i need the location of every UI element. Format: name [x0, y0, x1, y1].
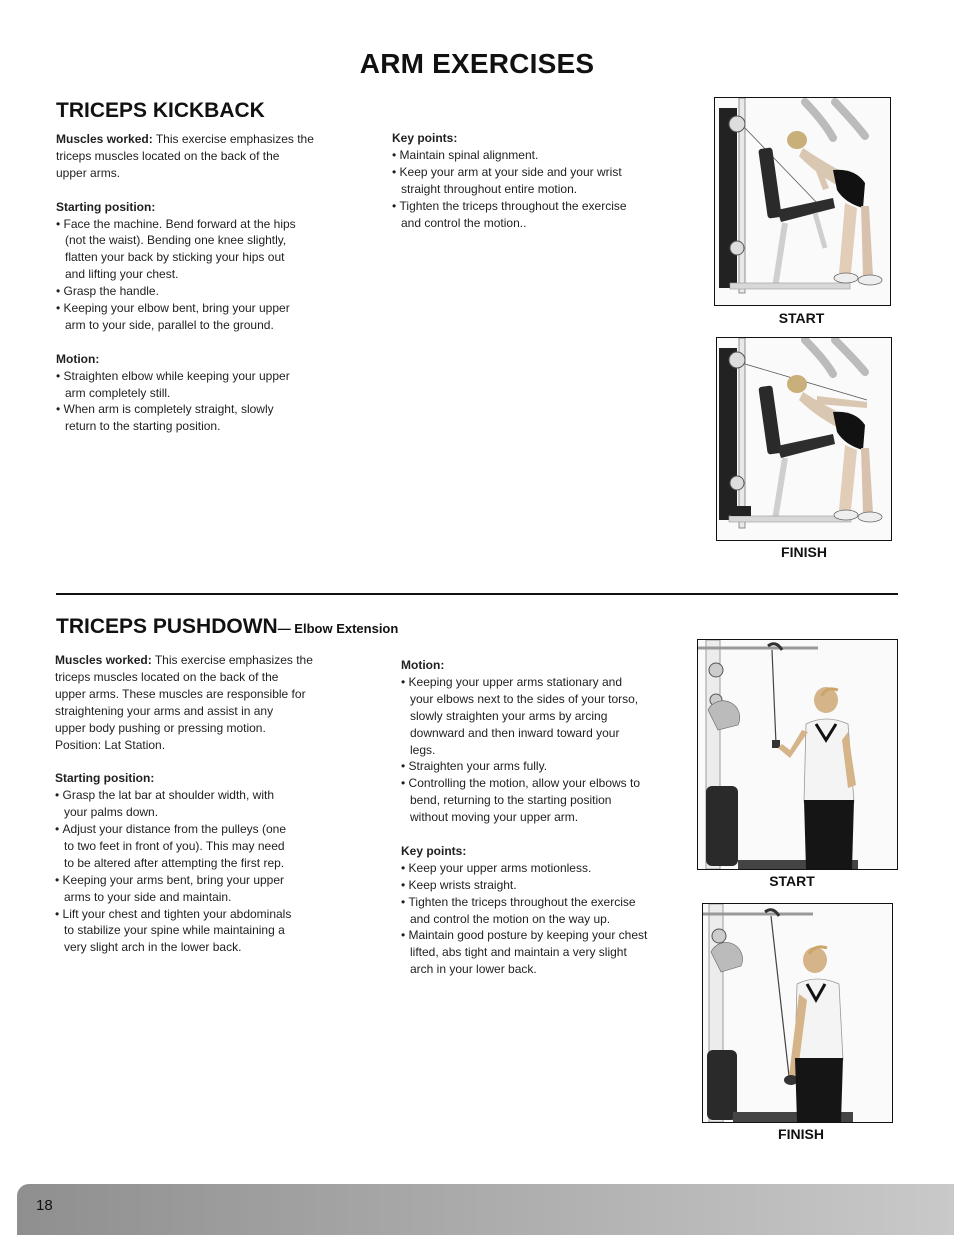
list-item-line: to two feet in front of you). This may need	[64, 838, 285, 853]
list-item-line: Controlling the motion, allow your elbows to	[408, 776, 640, 791]
list-item	[401, 775, 676, 826]
list-item	[55, 872, 355, 906]
list-item	[401, 927, 676, 978]
list-item	[55, 787, 355, 821]
pushdown-starting-list	[55, 787, 355, 956]
list-item-line: bend, returning to the starting position	[410, 793, 612, 808]
pushdown-muscles-text: straightening your arms and assist in any	[55, 703, 274, 718]
list-item-line: Grasp the handle.	[63, 284, 159, 299]
list-item	[392, 198, 662, 232]
list-item	[401, 860, 676, 877]
pushdown-starting-label: Starting position:	[55, 771, 155, 786]
pushdown-motion-list	[401, 674, 676, 826]
pushdown-finish-photo	[702, 903, 893, 1123]
pushdown-muscles-text: This exercise emphasizes the	[151, 653, 313, 667]
list-item-line: (not the waist). Bending one knee slightly,	[65, 233, 287, 248]
list-item	[401, 758, 676, 775]
list-item-line: downward and then inward toward your	[410, 725, 620, 740]
list-item-line: Lift your chest and tighten your abdominals	[62, 906, 292, 921]
list-item	[392, 147, 662, 164]
list-item-line: Straighten your arms fully.	[408, 759, 548, 774]
kickback-muscles-text: This exercise emphasizes the	[152, 132, 314, 146]
pushdown-right-column	[401, 657, 676, 978]
pushdown-muscles-text: triceps muscles located on the back of the	[55, 669, 279, 684]
list-item-line: and control the motion..	[401, 215, 527, 230]
list-item-line: legs.	[410, 742, 436, 757]
list-item-line: arch in your lower back.	[410, 962, 537, 977]
list-item-line: your elbows next to the sides of your torso,	[410, 691, 639, 706]
pushdown-finish-caption: FINISH	[778, 1126, 824, 1142]
list-item-line: to be altered after attempting the first rep.	[64, 855, 285, 870]
kickback-motion-label: Motion:	[56, 351, 100, 366]
pushdown-muscles-text: Position: Lat Station.	[55, 737, 166, 752]
list-item-line: Tighten the triceps throughout the exercise	[408, 894, 636, 909]
list-item-line: Keeping your elbow bent, bring your upper	[63, 301, 290, 316]
list-item-line: When arm is completely straight, slowly	[63, 402, 274, 417]
list-item-line: lifted, abs tight and maintain a very slight	[410, 945, 627, 960]
list-item-line: to stabilize your spine while maintaining a	[64, 923, 285, 938]
pushdown-muscles-paragraph	[55, 652, 355, 753]
list-item	[401, 674, 676, 759]
list-item	[392, 164, 662, 198]
kickback-muscles-label: Muscles worked:	[56, 132, 153, 146]
list-item-line: your palms down.	[64, 805, 159, 820]
list-item	[56, 216, 356, 284]
list-item	[56, 368, 356, 402]
footer-band	[17, 1184, 954, 1235]
kickback-finish-caption: FINISH	[781, 544, 827, 560]
section-divider	[56, 593, 898, 595]
kickback-key-label: Key points:	[392, 131, 458, 145]
list-item-line: slowly straighten your arms by arcing	[410, 708, 608, 723]
pushdown-subtitle: — Elbow Extension	[277, 621, 399, 636]
page-number: 18	[36, 1197, 53, 1214]
pushdown-key-label: Key points:	[401, 843, 467, 858]
list-item-line: arms to your side and maintain.	[64, 889, 232, 904]
list-item-line: Maintain spinal alignment.	[399, 147, 539, 162]
list-item-line: Keeping your arms bent, bring your upper	[62, 872, 285, 887]
kickback-finish-photo	[716, 337, 892, 541]
pushdown-start-caption: START	[769, 873, 815, 889]
pushdown-title-row	[56, 615, 398, 639]
kickback-start-caption: START	[778, 310, 825, 326]
list-item-line: return to the starting position.	[65, 419, 221, 434]
list-item-line: flatten your back by sticking your hips out	[65, 250, 285, 265]
kickback-start-photo	[714, 97, 891, 306]
kickback-left-column	[56, 131, 356, 435]
list-item-line: and control the motion on the way up.	[410, 911, 611, 926]
list-item-line: arm completely still.	[65, 385, 171, 400]
list-item	[401, 877, 676, 894]
pushdown-finish-illustration	[703, 904, 892, 1122]
pushdown-muscles-text: upper body pushing or pressing motion.	[55, 720, 266, 735]
pushdown-motion-label: Motion:	[401, 658, 445, 672]
pushdown-left-column	[55, 652, 355, 956]
kickback-muscles-text: upper arms.	[56, 165, 121, 180]
list-item-line: and lifting your chest.	[65, 267, 179, 282]
list-item-line: Tighten the triceps throughout the exercise	[399, 198, 627, 213]
list-item	[56, 401, 356, 435]
kickback-title: TRICEPS KICKBACK	[56, 99, 265, 122]
pushdown-key-list	[401, 860, 676, 978]
list-item	[56, 300, 356, 334]
pushdown-muscles-label: Muscles worked:	[55, 653, 152, 667]
kickback-finish-illustration	[717, 338, 891, 540]
kickback-starting-list	[56, 216, 356, 334]
page-title: ARM EXERCISES	[359, 48, 595, 79]
list-item	[401, 894, 676, 928]
list-item-line: Keep your arm at your side and your wrist	[399, 164, 622, 179]
list-item	[55, 821, 355, 872]
list-item-line: straight throughout entire motion.	[401, 181, 578, 196]
list-item-line: Keep your upper arms motionless.	[408, 860, 592, 875]
kickback-right-column	[392, 130, 662, 231]
kickback-starting-label: Starting position:	[56, 199, 156, 214]
kickback-key-list	[392, 147, 662, 232]
list-item-line: Keeping your upper arms stationary and	[408, 674, 623, 689]
list-item	[56, 283, 356, 300]
pushdown-start-photo	[697, 639, 898, 870]
pushdown-start-illustration	[698, 640, 897, 869]
pushdown-title: TRICEPS PUSHDOWN	[56, 615, 278, 638]
kickback-muscles-paragraph	[56, 131, 356, 182]
kickback-motion-list	[56, 368, 356, 436]
list-item-line: Straighten elbow while keeping your upper	[63, 368, 290, 383]
list-item-line: without moving your upper arm.	[410, 810, 579, 825]
kickback-muscles-text: triceps muscles located on the back of the	[56, 148, 280, 163]
list-item	[55, 906, 355, 957]
pushdown-muscles-text: upper arms. These muscles are responsible for	[55, 686, 306, 701]
list-item-line: arm to your side, parallel to the ground.	[65, 317, 274, 332]
list-item-line: Keep wrists straight.	[408, 877, 517, 892]
list-item-line: Grasp the lat bar at shoulder width, with	[62, 788, 274, 803]
list-item-line: Maintain good posture by keeping your chest	[408, 928, 648, 943]
kickback-start-illustration	[715, 98, 890, 305]
list-item-line: Adjust your distance from the pulleys (one	[62, 822, 286, 837]
list-item-line: very slight arch in the lower back.	[64, 940, 242, 955]
list-item-line: Face the machine. Bend forward at the hips	[63, 216, 296, 231]
